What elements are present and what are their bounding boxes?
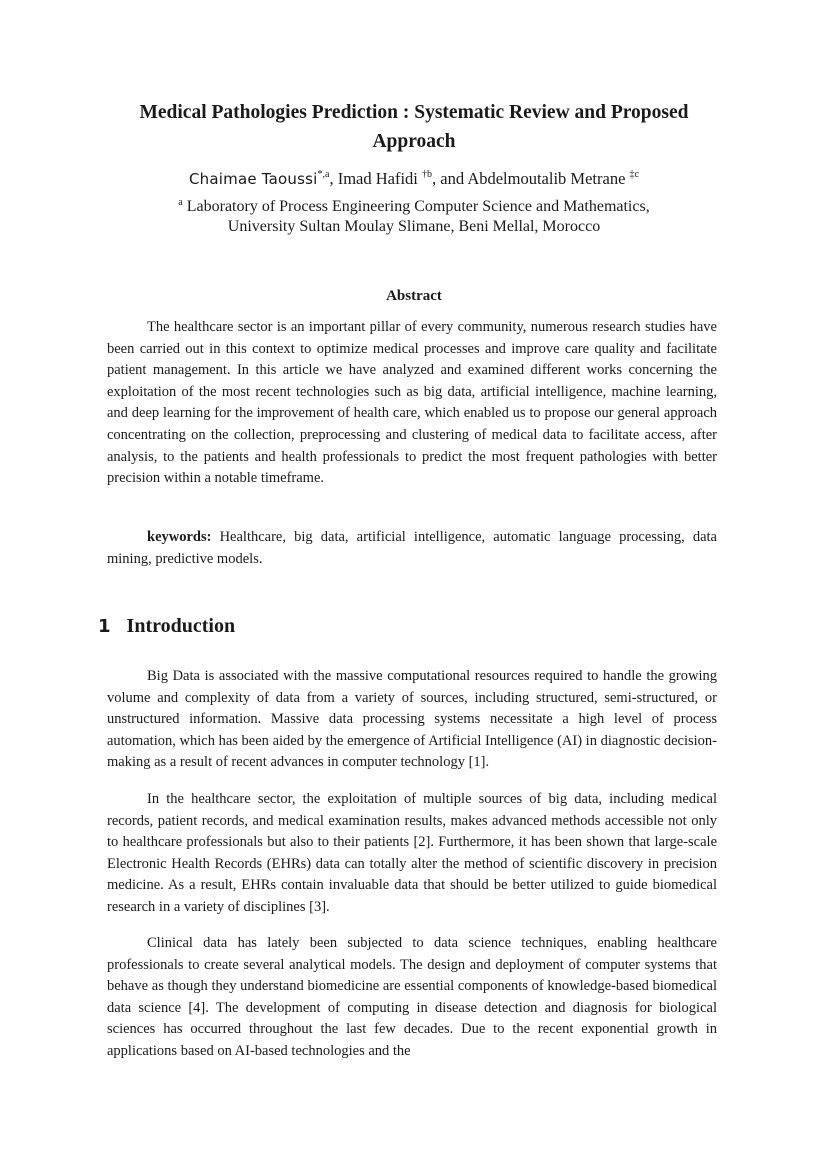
section-title: Introduction [126,615,236,637]
affiliation [100,197,728,237]
keywords-block [107,527,717,570]
abstract-heading: Abstract [386,288,442,304]
affiliation-line-2: University Sultan Moulay Slimane, Beni Mellal, Morocco [227,218,601,235]
paragraph-text: In the healthcare sector, the exploitation of multiple sources of big data, including medical records, patient records, and medical examination results, makes advanced methods accessible not only to healthcare professionals but also to their patients [2]. Furthermore, it has been shown that large-scale Electronic Health Records (EHRs) data can totally alter the method of scientific discovery in precision medicine. As a result, EHRs contain invaluable data that should be better utilized to guide biomedical research in a variety of disciplines [3]. [107,791,717,915]
affiliation-mark: a [178,197,183,208]
title-line-2: Approach [372,131,456,152]
author-2-mark: †b [422,169,433,180]
intro-paragraph-3 [107,933,717,1063]
keywords-label: keywords: [147,529,212,545]
author-and-text: , and [432,169,465,188]
author-2-name: Imad Hafidi [337,169,418,188]
author-3-name: Abdelmoutalib Metrane [467,169,626,188]
abstract-text: The healthcare sector is an important pillar of every community, numerous research studies have been carried out in this context to optimize medical processes and improve care quality and facilitate patient management. In this article we have analyzed and examined different works concerning the exploitation of the most recent technologies such as big data, artificial intelligence, machine learning, and deep learning for the improvement of health care, which enabled us to propose our general approach concentrating on the collection, preprocessing and clustering of medical data to facilitate access, after analysis, to the patients and health professionals to predict the most frequent pathologies with better precision within a notable timeframe. [107,319,717,487]
author-1-name: Chaimae Taoussi [189,170,318,188]
paragraph-text: Big Data is associated with the massive computational resources required to handle the growing volume and complexity of data from a variety of sources, including structured, semi-structured, or unstructured information. Massive data processing systems necessitate a high level of process automation, which has been aided by the emergence of Artificial Intelligence (AI) in diagnostic decision-making as a result of recent advances in computer technology [1]. [107,668,717,771]
affiliation-line-1: Laboratory of Process Engineering Computer Science and Mathematics, [186,198,650,215]
paragraph-text: Clinical data has lately been subjected to data science techniques, enabling healthcare professionals to create several analytical models. The design and deployment of computer systems that behave as though they understand biomedicine are essential components of knowledge-based biomedical data science [4]. The development of computing in disease detection and diagnosis for biological sciences has occurred throughout the last few decades. Due to the recent exponential growth in applications based on AI-based technologies and the [107,935,717,1059]
paper-title [100,98,728,156]
abstract-body [107,317,717,490]
intro-paragraph-2 [107,789,717,919]
author-3-mark: ‡c [629,169,639,180]
section-heading-introduction [98,612,235,641]
keywords-text: Healthcare, big data, artificial intelligence, automatic language processing, data mining, predictive models. [107,529,717,567]
title-line-1: Medical Pathologies Prediction : Systematic Review and Proposed [139,102,689,123]
intro-paragraph-1 [107,666,717,774]
author-1-mark: *,a [317,169,330,180]
author-list: Chaimae Taoussi$^{*,a}$, Imad Hafidi $^{\dagger b}$, and Abdelmoutalib Metrane $^{\ddagger c}$ [189,169,639,188]
section-number: 1 [98,616,111,637]
